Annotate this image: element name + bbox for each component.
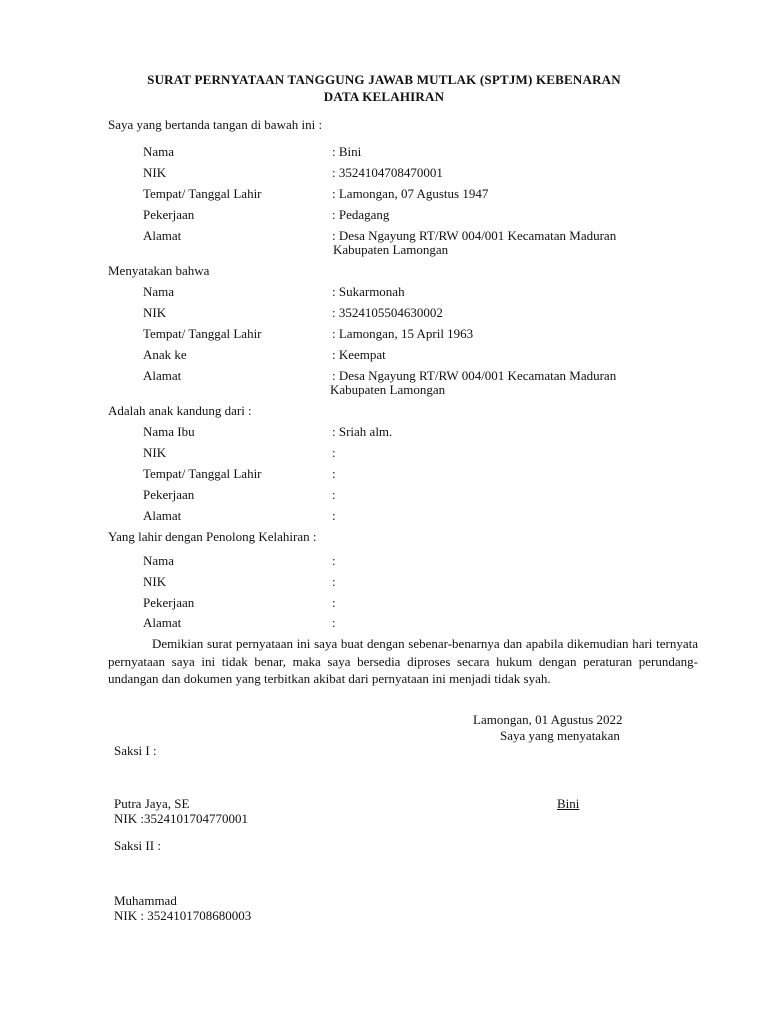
- child-address-value-line2: Kabupaten Lamongan: [330, 382, 446, 397]
- mother-name-label: Nama Ibu: [143, 424, 195, 439]
- child-order-value: : Keempat: [332, 347, 386, 362]
- helper-job-value: :: [332, 595, 336, 610]
- child-address-label: Alamat: [143, 368, 182, 383]
- place-date: Lamongan, 01 Agustus 2022: [473, 712, 623, 727]
- declarant-address-label: Alamat: [143, 228, 182, 243]
- document-title-line2: DATA KELAHIRAN: [323, 89, 445, 104]
- helper-job-label: Pekerjaan: [143, 595, 195, 610]
- mother-job-label: Pekerjaan: [143, 487, 195, 502]
- child-nik-label: NIK: [143, 305, 167, 320]
- states-heading: Menyatakan bahwa: [108, 263, 210, 278]
- declarant-name-value: : Bini: [332, 144, 362, 159]
- mother-job-value: :: [332, 487, 336, 502]
- declarant-address-value: : Desa Ngayung RT/RW 004/001 Kecamatan Maduran: [332, 228, 617, 243]
- helper-nik-value: :: [332, 574, 336, 589]
- signer-caption: Saya yang menyatakan: [500, 728, 620, 743]
- closing-paragraph: [108, 635, 698, 688]
- declarant-job-value: : Pedagang: [332, 207, 390, 222]
- helper-name-value: :: [332, 553, 336, 568]
- mother-nik-value: :: [332, 445, 336, 460]
- witness1-heading: Saksi I :: [114, 743, 157, 758]
- mother-address-label: Alamat: [143, 508, 182, 523]
- helper-address-label: Alamat: [143, 615, 182, 630]
- child-address-value: : Desa Ngayung RT/RW 004/001 Kecamatan Maduran: [332, 368, 617, 383]
- closing-text: Demikian surat pernyataan ini saya buat dengan sebenar-benarnya dan apabila dikemudian hari ternyata pernyataan saya ini tidak benar, maka saya bersedia diproses secara hukum dengan peraturan perundang-undangan dan dokumen yang terbitkan akibat dari pernyataan ini menjadi tidak syah.: [108, 636, 698, 686]
- mother-address-value: :: [332, 508, 336, 523]
- mother-birth-label: Tempat/ Tanggal Lahir: [143, 466, 262, 481]
- mother-birth-value: :: [332, 466, 336, 481]
- parent-heading: Adalah anak kandung dari :: [108, 403, 252, 418]
- child-name-label: Nama: [143, 284, 175, 299]
- helper-name-label: Nama: [143, 553, 175, 568]
- witness2-name: Muhammad: [114, 893, 177, 908]
- declarant-name-label: Nama: [143, 144, 175, 159]
- helper-heading: Yang lahir dengan Penolong Kelahiran :: [108, 529, 317, 544]
- witness1-nik: NIK :3524101704770001: [114, 811, 248, 826]
- declarant-birth-label: Tempat/ Tanggal Lahir: [143, 186, 262, 201]
- helper-nik-label: NIK: [143, 574, 167, 589]
- child-birth-value: : Lamongan, 15 April 1963: [332, 326, 474, 341]
- child-nik-value: : 3524105504630002: [332, 305, 443, 320]
- mother-nik-label: NIK: [143, 445, 167, 460]
- child-birth-label: Tempat/ Tanggal Lahir: [143, 326, 262, 341]
- declarant-birth-value: : Lamongan, 07 Agustus 1947: [332, 186, 489, 201]
- witness1-name: Putra Jaya, SE: [114, 796, 190, 811]
- child-name-value: : Sukarmonah: [332, 284, 405, 299]
- signer-name: Bini: [557, 796, 580, 811]
- declarant-job-label: Pekerjaan: [143, 207, 195, 222]
- helper-address-value: :: [332, 615, 336, 630]
- intro-text: Saya yang bertanda tangan di bawah ini :: [108, 117, 323, 132]
- declarant-nik-value: : 3524104708470001: [332, 165, 443, 180]
- child-order-label: Anak ke: [143, 347, 187, 362]
- declarant-nik-label: NIK: [143, 165, 167, 180]
- mother-name-value: : Sriah alm.: [332, 424, 393, 439]
- witness2-heading: Saksi II :: [114, 838, 161, 853]
- witness2-nik: NIK : 3524101708680003: [114, 908, 252, 923]
- document-title-line1: SURAT PERNYATAAN TANGGUNG JAWAB MUTLAK (SPTJM) KEBENARAN: [147, 72, 621, 87]
- declarant-address-value-line2: Kabupaten Lamongan: [333, 242, 449, 257]
